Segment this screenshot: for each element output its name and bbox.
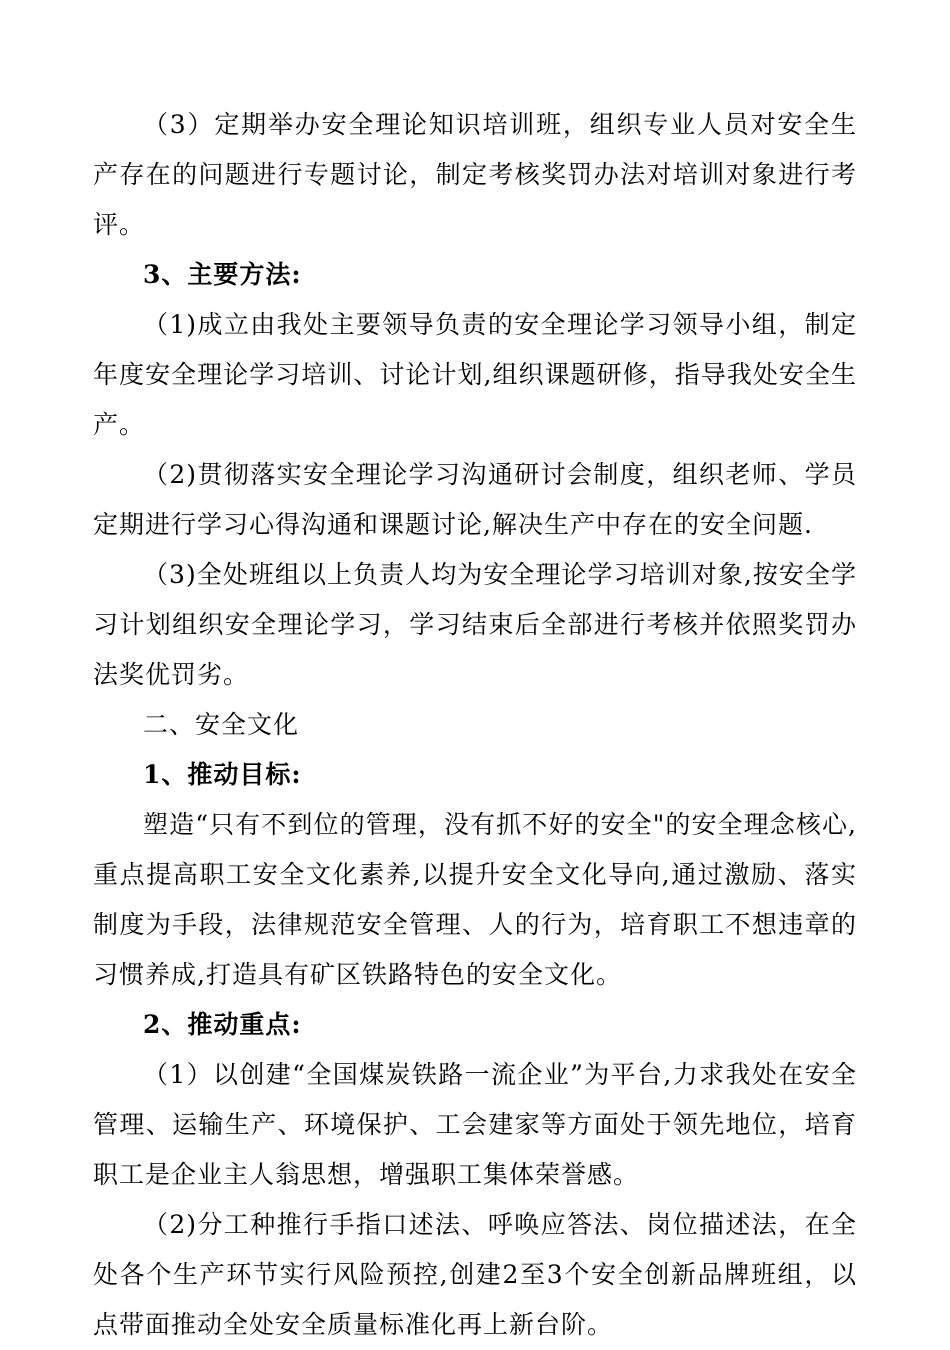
paragraph-training-targets: （3)全处班组以上负责人均为安全理论学习培训对象,按安全学习计划组织安全理论学习，学习结束后全部进行考核并依照奖罚办法奖优罚劣。: [93, 560, 857, 689]
paragraph-seminar-system: （2)贯彻落实安全理论学习沟通研讨会制度，组织老师、学员定期进行学习心得沟通和课题讨论,解决生产中存在的安全问题.: [93, 460, 857, 539]
heading-promotion-goals: 1、推动目标:: [143, 760, 302, 789]
paragraph-leadership-group: （1)成立由我处主要领导负责的安全理论学习领导小组，制定年度安全理论学习培训、讨论计划,组织课题研修，指导我处安全生产。: [93, 310, 857, 439]
section-title-safety-culture: 二、安全文化: [143, 710, 300, 739]
paragraph-first-class-enterprise: （1）以创建“全国煤炭铁路一流企业”为平台,力求我处在安全管理、运输生产、环境保护、工会建家等方面处于领先地位，培育职工是企业主人翁思想，增强职工集体荣誉感。: [93, 1060, 857, 1189]
heading-promotion-focus: 2、推动重点:: [143, 1010, 302, 1039]
paragraph-safety-concept: 塑造“只有不到位的管理，没有抓不好的安全"的安全理念核心,重点提高职工安全文化素养,以提升安全文化导向,通过激励、落实制度为手段，法律规范安全管理、人的行为，培育职工不想违章的习惯养成,打造具有矿区铁路特色的安全文化。: [93, 810, 857, 989]
paragraph-training-class: （3）定期举办安全理论知识培训班，组织专业人员对安全生产存在的问题进行专题讨论，制定考核奖罚办法对培训对象进行考评。: [93, 110, 857, 239]
paragraph-work-methods: （2)分工种推行手指口述法、呼唤应答法、岗位描述法，在全处各个生产环节实行风险预控,创建2至3个安全创新品牌班组，以点带面推动全处安全质量标准化再上新台阶。: [93, 1210, 857, 1339]
heading-main-methods: 3、主要方法:: [143, 260, 302, 289]
document-body: [93, 100, 857, 1350]
